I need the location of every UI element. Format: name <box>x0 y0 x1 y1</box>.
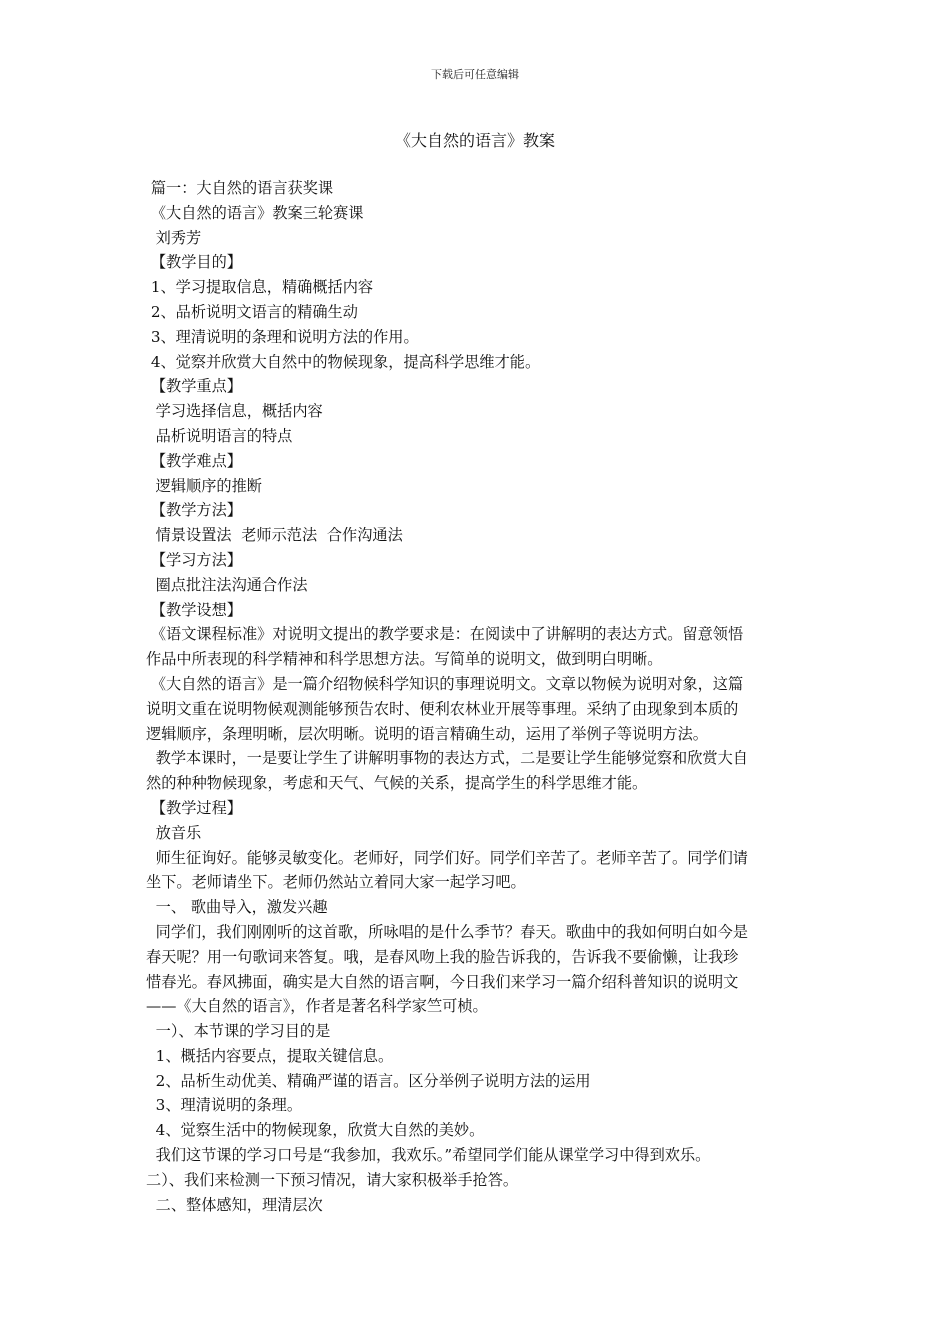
text-line: 品析说明语言的特点 <box>146 426 293 445</box>
section-heading: 【教学设想】 <box>146 600 242 619</box>
list-item: 3、理清说明的条理和说明方法的作用。 <box>146 327 419 346</box>
list-item: 2、品析生动优美、精确严谨的语言。区分举例子说明方法的运用 <box>146 1071 591 1090</box>
text-line: 《大自然的语言》教案三轮赛课 <box>146 203 364 222</box>
paragraph-line: 惜春光。春风拂面，确实是大自然的语言啊，今日我们来学习一篇介绍科普知识的说明文 <box>146 972 739 991</box>
text-line: 我们这节课的学习口号是“我参加，我欢乐。”希望同学们能从课堂学习中得到欢乐。 <box>146 1146 711 1165</box>
subsection-heading: 二、整体感知，理清层次 <box>146 1195 323 1214</box>
list-item: 4、觉察生活中的物候现象，欣赏大自然的美妙。 <box>146 1121 485 1140</box>
paragraph-line: 《语文课程标准》对说明文提出的教学要求是：在阅读中了讲解明的表达方式。留意领悟 <box>146 625 744 644</box>
list-item: 4、觉察并欣赏大自然中的物候现象，提高科学思维才能。 <box>146 352 541 371</box>
text-line: 情景设置法 老师示范法 合作沟通法 <box>146 526 403 545</box>
subsection-heading: 一、 歌曲导入，激发兴趣 <box>146 898 328 917</box>
document-title: 《大自然的语言》教案 <box>394 131 555 150</box>
paragraph-line: 《大自然的语言》是一篇介绍物候科学知识的事理说明文。文章以物候为说明对象，这篇 <box>146 674 744 693</box>
section-heading: 【教学目的】 <box>146 253 242 272</box>
list-item: 1、学习提取信息，精确概括内容 <box>146 278 374 297</box>
list-item: 3、理清说明的条理。 <box>146 1096 303 1115</box>
author-line: 刘秀芳 <box>146 228 202 247</box>
section-heading: 【学习方法】 <box>146 550 242 569</box>
paragraph-line: 教学本课时，一是要让学生了讲解明事物的表达方式，二是要让学生能够觉察和欣赏大自 <box>146 749 748 768</box>
document-body <box>146 176 808 1217</box>
section-heading: 【教学过程】 <box>146 798 242 817</box>
text-line: 放音乐 <box>146 823 202 842</box>
paragraph-line: 说明文重在说明物候观测能够预告农时、便利农林业开展等事理。采纳了由现象到本质的 <box>146 699 739 718</box>
paragraph-line: 师生征询好。能够灵敏变化。老师好，同学们好。同学们辛苦了。老师辛苦了。同学们请 <box>146 848 748 867</box>
paragraph-line: 坐下。老师请坐下。老师仍然站立着同大家一起学习吧。 <box>146 873 526 892</box>
section-heading: 【教学重点】 <box>146 377 242 396</box>
paragraph-line: 逻辑顺序，条理明晰，层次明晰。说明的语言精确生动，运用了举例子等说明方法。 <box>146 724 708 743</box>
text-line: 篇一：大自然的语言获奖课 <box>146 179 334 197</box>
section-heading: 【教学难点】 <box>146 451 242 470</box>
text-line: 逻辑顺序的推断 <box>146 476 262 495</box>
page-header: 下载后可任意编辑 <box>431 68 519 81</box>
paragraph-line: 作品中所表现的科学精神和科学思想方法。写简单的说明文，做到明白明晰。 <box>146 650 663 669</box>
text-line: 圈点批注法沟通合作法 <box>146 575 308 594</box>
list-item: 2、品析说明文语言的精确生动 <box>146 302 358 321</box>
paragraph-line: 同学们，我们刚刚听的这首歌，所咏唱的是什么季节？春天。歌曲中的我如何明白如今是 <box>146 922 748 941</box>
paragraph-line: 然的种种物候现象，考虑和天气、气候的关系，提高学生的科学思维才能。 <box>146 774 648 793</box>
subsection-heading: 二）、我们来检测一下预习情况，请大家积极举手抢答。 <box>146 1170 519 1189</box>
section-heading: 【教学方法】 <box>146 501 242 520</box>
paragraph-line: 春天呢？用一句歌词来答复。哦，是春风吻上我的脸告诉我的，告诉我不要偷懒，让我珍 <box>146 947 739 966</box>
list-item: 1、概括内容要点，提取关键信息。 <box>146 1046 394 1065</box>
text-line: 学习选择信息，概括内容 <box>146 402 323 421</box>
paragraph-line: ——《大自然的语言》，作者是著名科学家竺可桢。 <box>146 997 488 1016</box>
subsection-heading: 一）、本节课的学习目的是 <box>146 1022 331 1041</box>
